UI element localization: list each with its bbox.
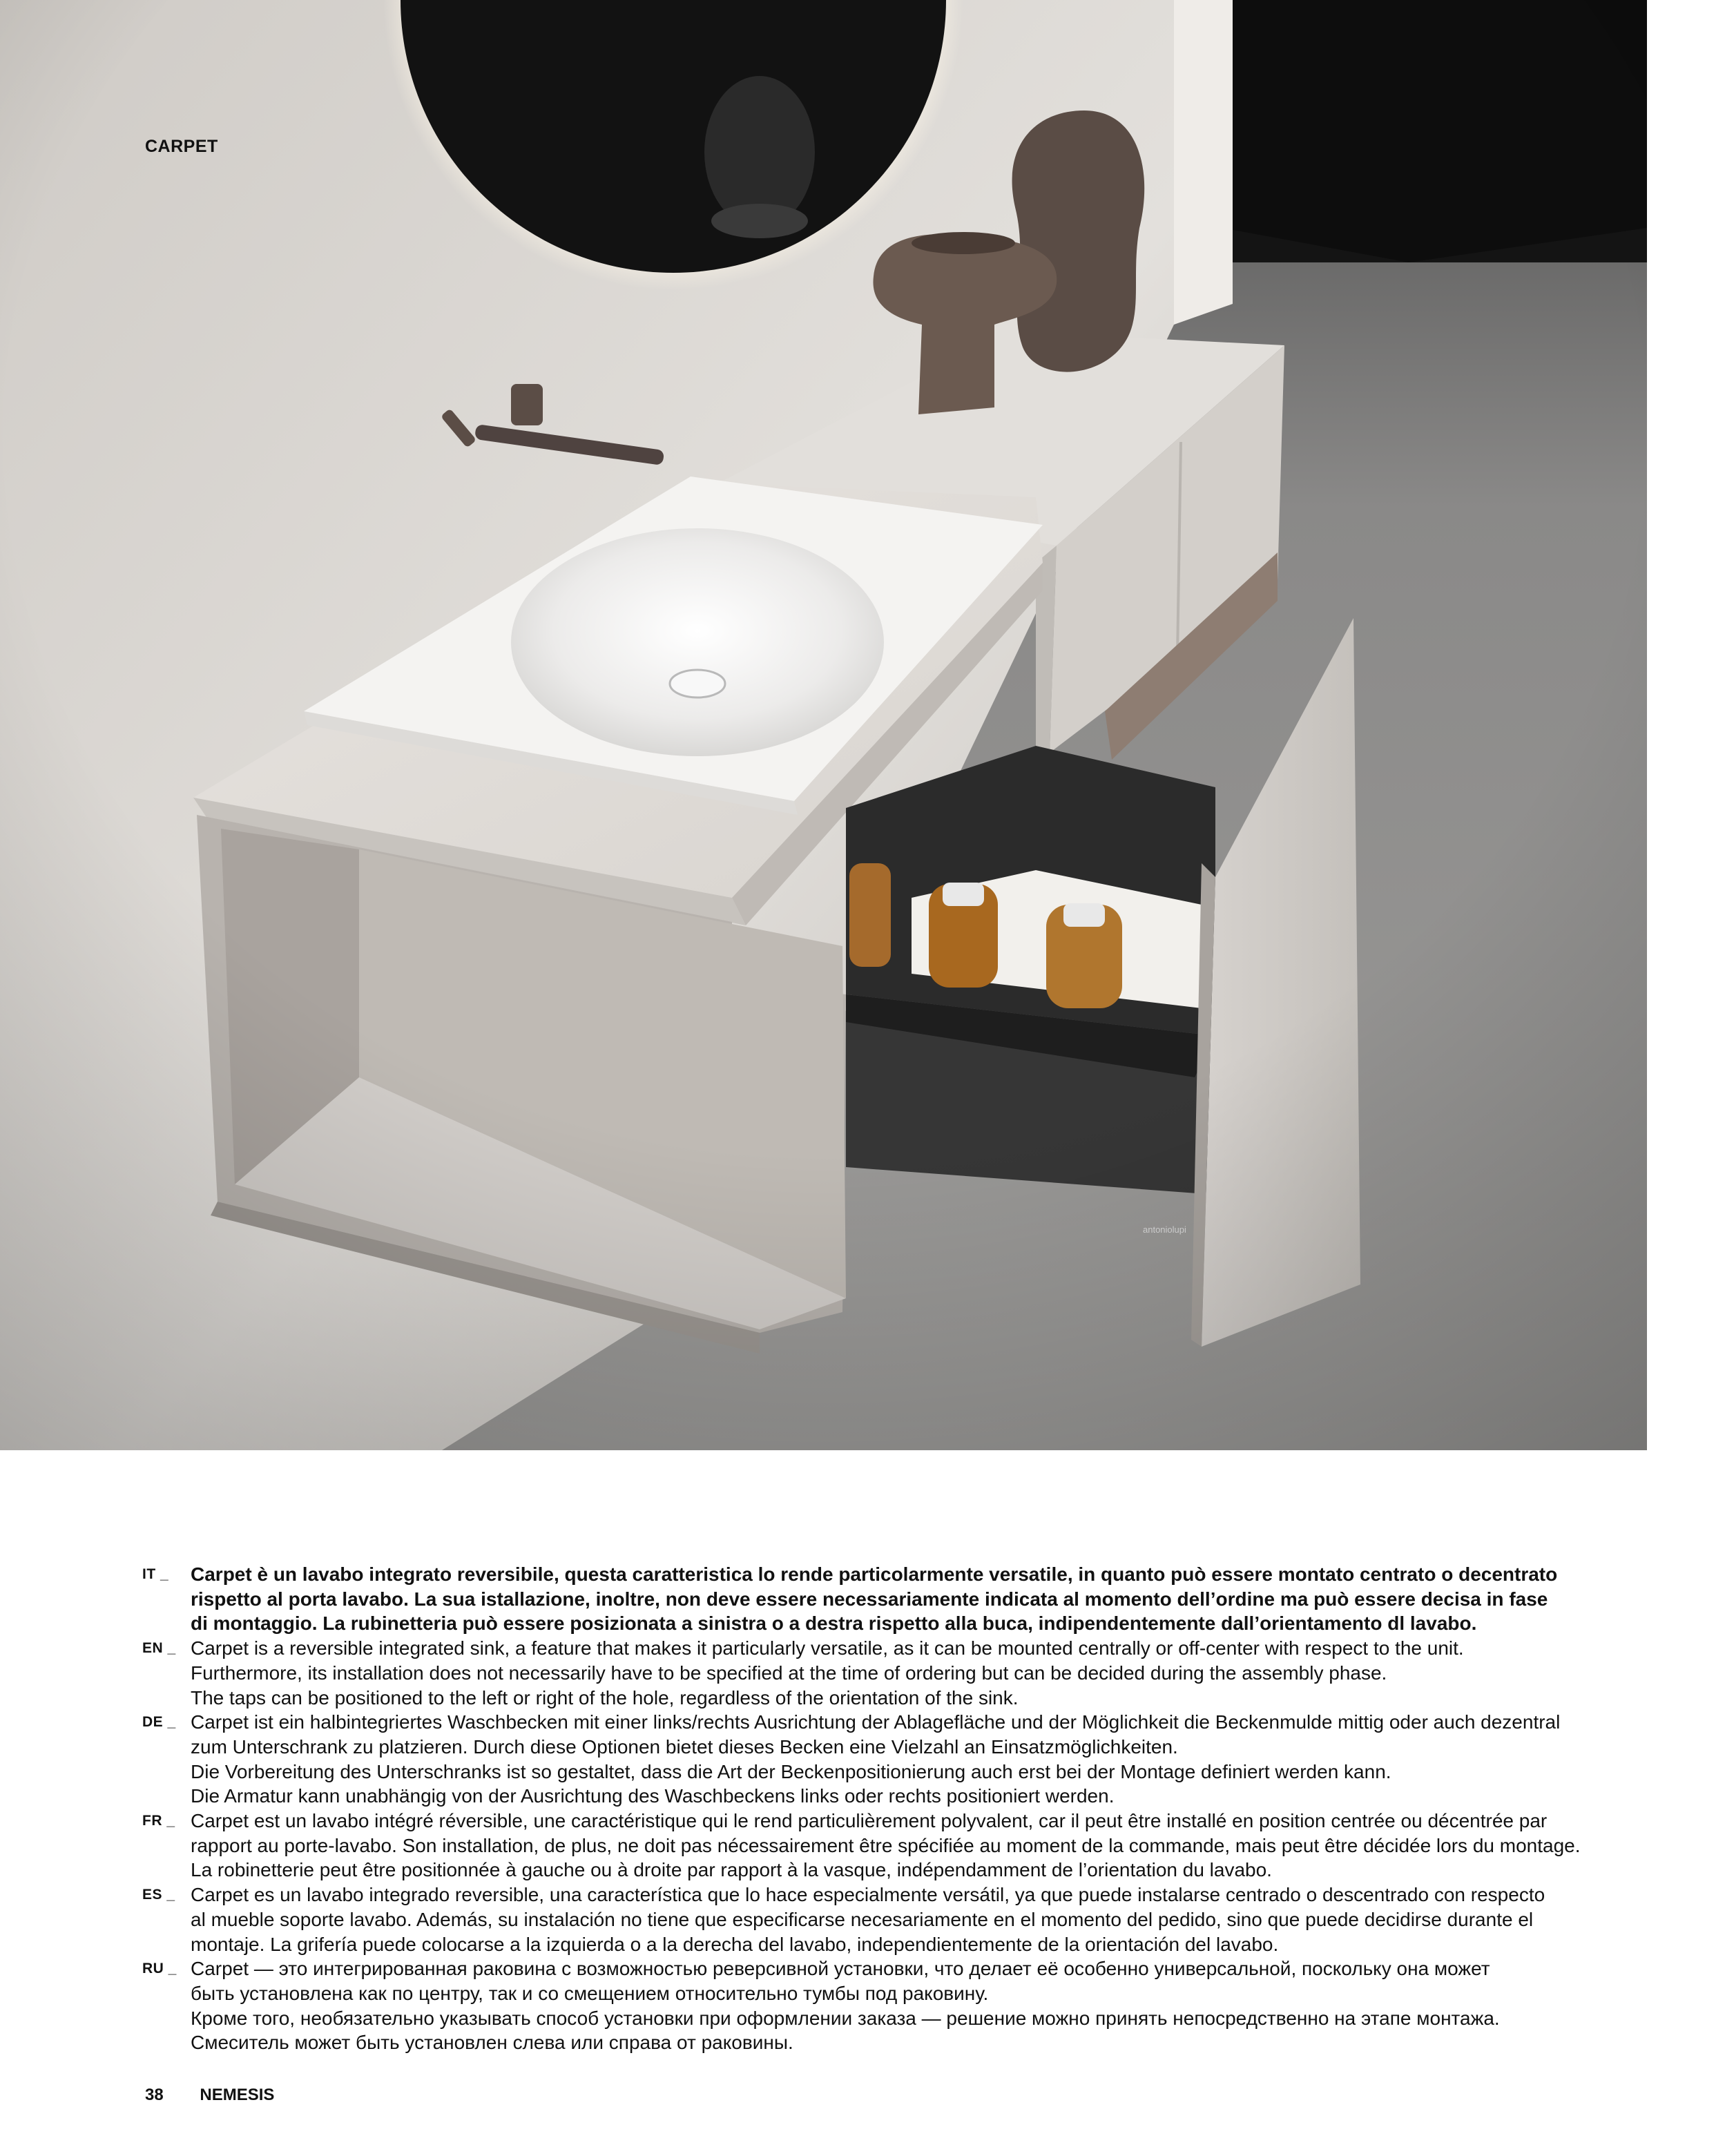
language-code: ES _ — [142, 1887, 175, 1903]
description-line: Carpet è un lavabo integrato reversibile, questa caratteristica lo rende particolarmente versatile, in quanto può essere montato centrato o decentrato — [191, 1563, 1558, 1585]
description-it — [142, 1562, 1661, 1636]
description-line: быть установлена как по центру, так и со смещением относительно тумбы под раковину. — [191, 1982, 989, 2004]
description-line: Carpet es un lavabo integrado reversible, una característica que lo hace especialmente versátil, ya que puede instalarse centrado o descentrado con respecto — [191, 1884, 1545, 1906]
description-line: Carpet is a reversible integrated sink, a feature that makes it particularly versatile, as it can be mounted centrally or off-center with respect to the unit. — [191, 1637, 1464, 1659]
description-line: Carpet — это интегрированная раковина с возможностью реверсивной установки, что делает её особенно универсальной, поскольку она может — [191, 1958, 1490, 1980]
language-code: IT _ — [142, 1566, 169, 1582]
description-ru — [142, 1956, 1661, 2055]
description-line: al mueble soporte lavabo. Además, su instalación no tiene que especificarse necesariamente en el momento del pedido, sino que puede decidirse durante el — [191, 1908, 1534, 1930]
description-en — [142, 1636, 1661, 1710]
description-line: Carpet ist ein halbintegriertes Waschbecken mit einer links/rechts Ausrichtung der Ablagefläche und der Möglichkeit die Beckenmulde mittig oder auch dezentral — [191, 1711, 1561, 1733]
description-line: rapport au porte-lavabo. Son installation, de plus, ne doit pas nécessairement être spécifiée au moment de la commande, mais peut être décidée lors du montage. — [191, 1834, 1581, 1856]
multilingual-description — [142, 1562, 1661, 2055]
section-label: CARPET — [145, 137, 218, 156]
page-footer — [145, 2086, 274, 2105]
description-es — [142, 1883, 1661, 1956]
description-line: di montaggio. La rubinetteria può essere posizionata a sinistra o a destra rispetto alla buca, indipendentemente dall’orientamento dl lavabo. — [191, 1613, 1477, 1635]
language-code: RU _ — [142, 1961, 177, 1977]
description-line: La robinetterie peut être positionnée à gauche ou à droite par rapport à la vasque, indépendamment de l’orientation du lavabo. — [191, 1859, 1272, 1881]
language-code: EN _ — [142, 1640, 176, 1657]
description-de — [142, 1710, 1661, 1809]
description-line: Furthermore, its installation does not necessarily have to be specified at the time of ordering but can be decided during the assembly phase. — [191, 1662, 1387, 1684]
description-line: The taps can be positioned to the left or right of the hole, regardless of the orientation of the sink. — [191, 1686, 1019, 1709]
page-number: 38 — [145, 2086, 164, 2104]
description-line: zum Unterschrank zu platzieren. Durch diese Optionen bietet dieses Becken eine Vielzahl an Einsatzmöglichkeiten. — [191, 1735, 1178, 1758]
description-line: Die Armatur kann unabhängig von der Ausrichtung des Waschbeckens links oder rechts positioniert werden. — [191, 1785, 1115, 1807]
description-line: rispetto al porta lavabo. La sua istallazione, inoltre, non deve essere necessariamente indicata al momento dell’ordine ma può essere decisa in fase — [191, 1588, 1548, 1610]
collection-name: NEMESIS — [200, 2086, 275, 2104]
description-line: Carpet est un lavabo intégré réversible, une caractéristique qui le rend particulièrement polyvalent, car il peut être installé en position centrée ou décentrée par — [191, 1810, 1548, 1832]
description-line: Смеситель может быть установлен слева или справа от раковины. — [191, 2032, 793, 2054]
description-line: Кроме того, необязательно указывать способ установки при оформлении заказа — решение можно принять непосредственно на этапе монтажа. — [191, 2007, 1500, 2029]
description-line: Die Vorbereitung des Unterschranks ist so gestaltet, dass die Art der Beckenpositionierung auch erst bei der Montage definiert werden kann. — [191, 1760, 1391, 1782]
description-fr — [142, 1809, 1661, 1883]
language-code: DE _ — [142, 1714, 176, 1731]
description-line: montaje. La grifería puede colocarse a la izquierda o a la derecha del lavabo, independientemente de la orientación del lavabo. — [191, 1933, 1279, 1955]
language-code: FR _ — [142, 1813, 175, 1829]
